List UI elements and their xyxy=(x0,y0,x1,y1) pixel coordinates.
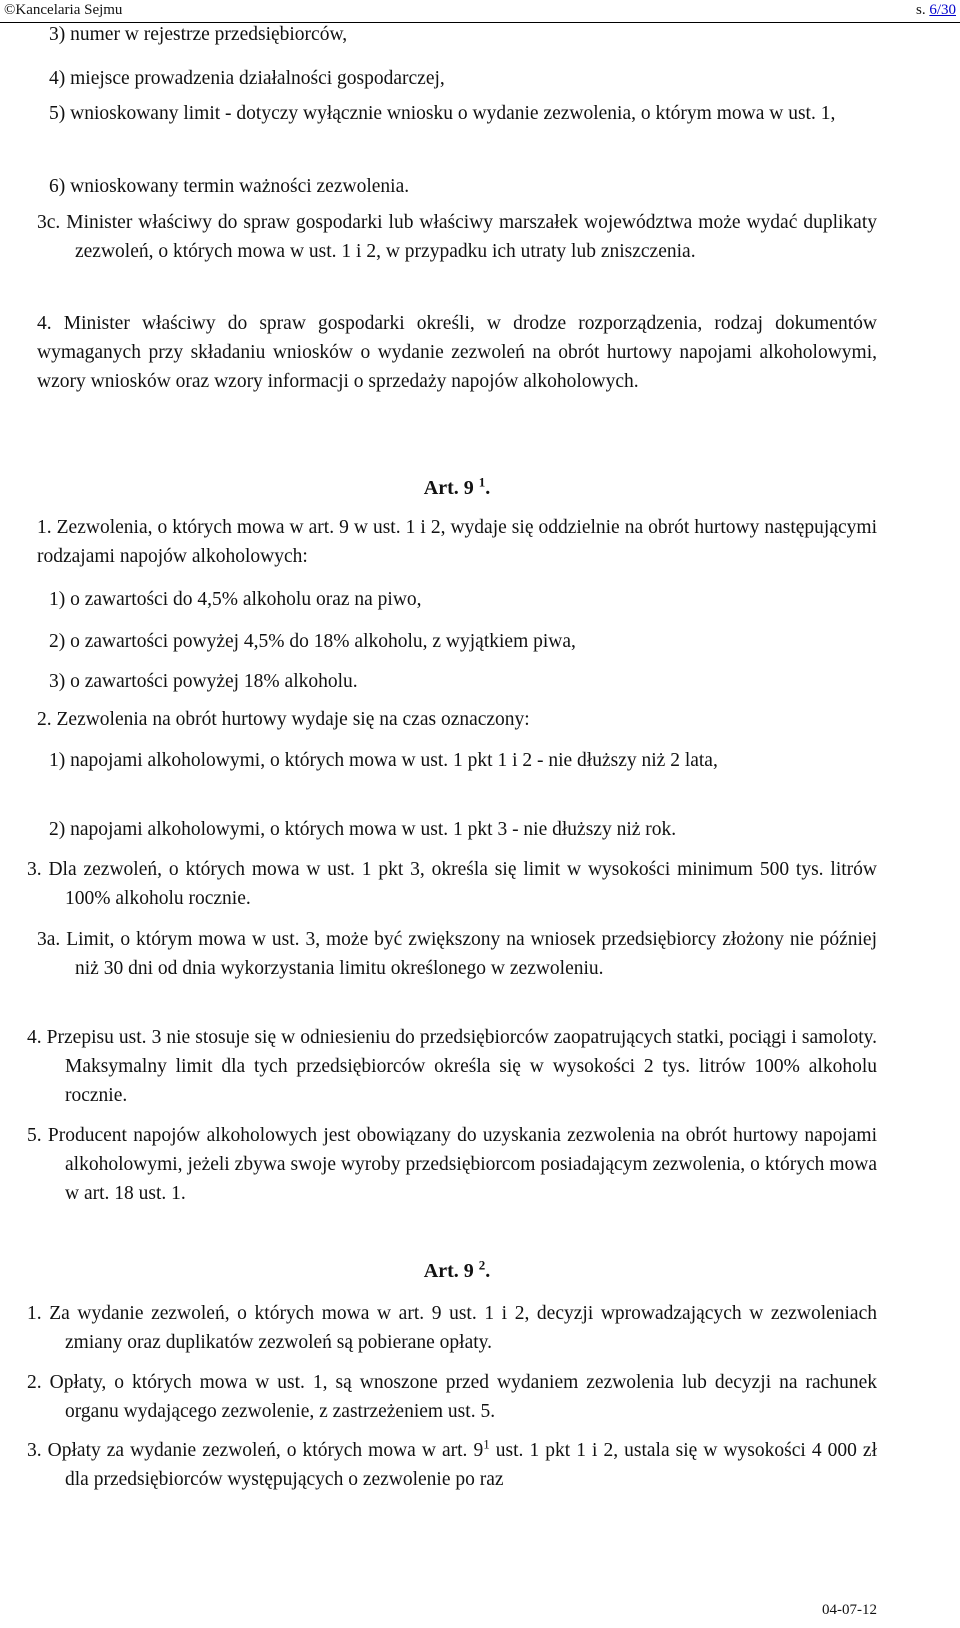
paragraph-3: 3. Dla zezwoleń, o których mowa w ust. 1 pkt 3, określa się limit w wysokości minimum 500 tys. litrów 100% alkoholu rocznie. xyxy=(27,859,877,909)
paragraph-b3 xyxy=(27,1436,877,1494)
list-item: 3) numer w rejestrze przedsiębiorców, xyxy=(49,24,348,45)
page-number-link[interactable]: 6/30 xyxy=(929,2,956,18)
paragraph-1: 1. Zezwolenia, o których mowa w art. 9 w ust. 1 i 2, wydaje się oddzielnie na obrót hurtowy następującymi rodzajami napojów alkoholowych: xyxy=(37,517,877,567)
paragraph-3c: 3c. Minister właściwy do spraw gospodarki lub właściwy marszałek województwa może wydać duplikaty zezwoleń, o których mowa w ust. 1 i 2, w przypadku ich utraty lub zniszczenia. xyxy=(37,212,877,262)
list-item: 5) wnioskowany limit - dotyczy wyłącznie wniosku o wydanie zezwolenia, o którym mowa w ust. 1, xyxy=(49,103,836,124)
paragraph-4: 4. Minister właściwy do spraw gospodarki określi, w drodze rozporządzenia, rodzaj dokumentów wymaganych przy składaniu wniosków o wydanie zezwoleń na obrót hurtowy napojami alkoholowymi, wzory wniosków oraz wzory informacji o sprzedaży napojów alkoholowych. xyxy=(37,313,877,392)
paragraph-2: 2. Zezwolenia na obrót hurtowy wydaje się na czas oznaczony: xyxy=(37,709,530,730)
paragraph-b3-text-a: 3. Opłaty za wydanie zezwoleń, o których mowa w art. 9 xyxy=(27,1440,484,1461)
list-item: 6) wnioskowany termin ważności zezwolenia. xyxy=(49,176,410,197)
list-item: 4) miejsce prowadzenia działalności gospodarczej, xyxy=(49,68,445,89)
article-label: Art. 9 xyxy=(423,477,474,499)
list-item: 2) napojami alkoholowymi, o których mowa w ust. 1 pkt 3 - nie dłuższy niż rok. xyxy=(49,819,677,840)
article-dot: . xyxy=(485,1260,491,1282)
header-page-prefix: s. xyxy=(915,2,930,18)
paragraph-b3-text-b: ust. 1 pkt 1 i 2, ustala się w wysokości 4 000 zł dla przedsiębiorców występujących o zezwolenie po raz xyxy=(65,1440,877,1490)
list-item: 1) napojami alkoholowymi, o których mowa w ust. 1 pkt 1 i 2 - nie dłuższy niż 2 lata, xyxy=(49,750,718,771)
article-superscript: 2 xyxy=(478,1257,486,1273)
paragraph-4b: 4. Przepisu ust. 3 nie stosuje się w odniesieniu do przedsiębiorców zaopatrujących statki, pociągi i samoloty. Maksymalny limit dla tych przedsiębiorców określa się w wysokości 2 tys. litrów 100% alkoholu rocznie. xyxy=(27,1027,877,1106)
article-dot: . xyxy=(485,477,491,499)
paragraph-b3-superscript: 1 xyxy=(483,1436,490,1452)
paragraph-b1: 1. Za wydanie zezwoleń, o których mowa w art. 9 ust. 1 i 2, decyzji wprowadzających w zezwoleniach zmiany oraz duplikatów zezwoleń są pobierane opłaty. xyxy=(27,1303,877,1353)
header-page-number xyxy=(916,0,956,20)
paragraph-5: 5. Producent napojów alkoholowych jest obowiązany do uzyskania zezwolenia na obrót hurtowy napojami alkoholowymi, jeżeli zbywa swoje wyroby przedsiębiorcom posiadającym zezwolenia, o których mowa w art. 18 ust. 1. xyxy=(27,1125,877,1204)
article-heading-9-1 xyxy=(37,473,877,503)
list-item: 2) o zawartości powyżej 4,5% do 18% alkoholu, z wyjątkiem piwa, xyxy=(49,631,576,652)
article-label: Art. 9 xyxy=(423,1260,474,1282)
article-heading-9-2 xyxy=(37,1256,877,1286)
article-superscript: 1 xyxy=(478,474,486,490)
list-item: 1) o zawartości do 4,5% alkoholu oraz na piwo, xyxy=(49,589,422,610)
page-footer-date: 04-07-12 xyxy=(822,1602,877,1618)
list-item: 3) o zawartości powyżej 18% alkoholu. xyxy=(49,671,358,692)
header-source: ©Kancelaria Sejmu xyxy=(4,2,123,18)
paragraph-3a: 3a. Limit, o którym mowa w ust. 3, może być zwiększony na wniosek przedsiębiorcy złożony nie później niż 30 dni od dnia wykorzystania limitu określonego w zezwoleniu. xyxy=(37,929,877,979)
paragraph-b2: 2. Opłaty, o których mowa w ust. 1, są wnoszone przed wydaniem zezwolenia lub decyzji na rachunek organu wydającego zezwolenie, z zastrzeżeniem ust. 5. xyxy=(27,1372,877,1422)
